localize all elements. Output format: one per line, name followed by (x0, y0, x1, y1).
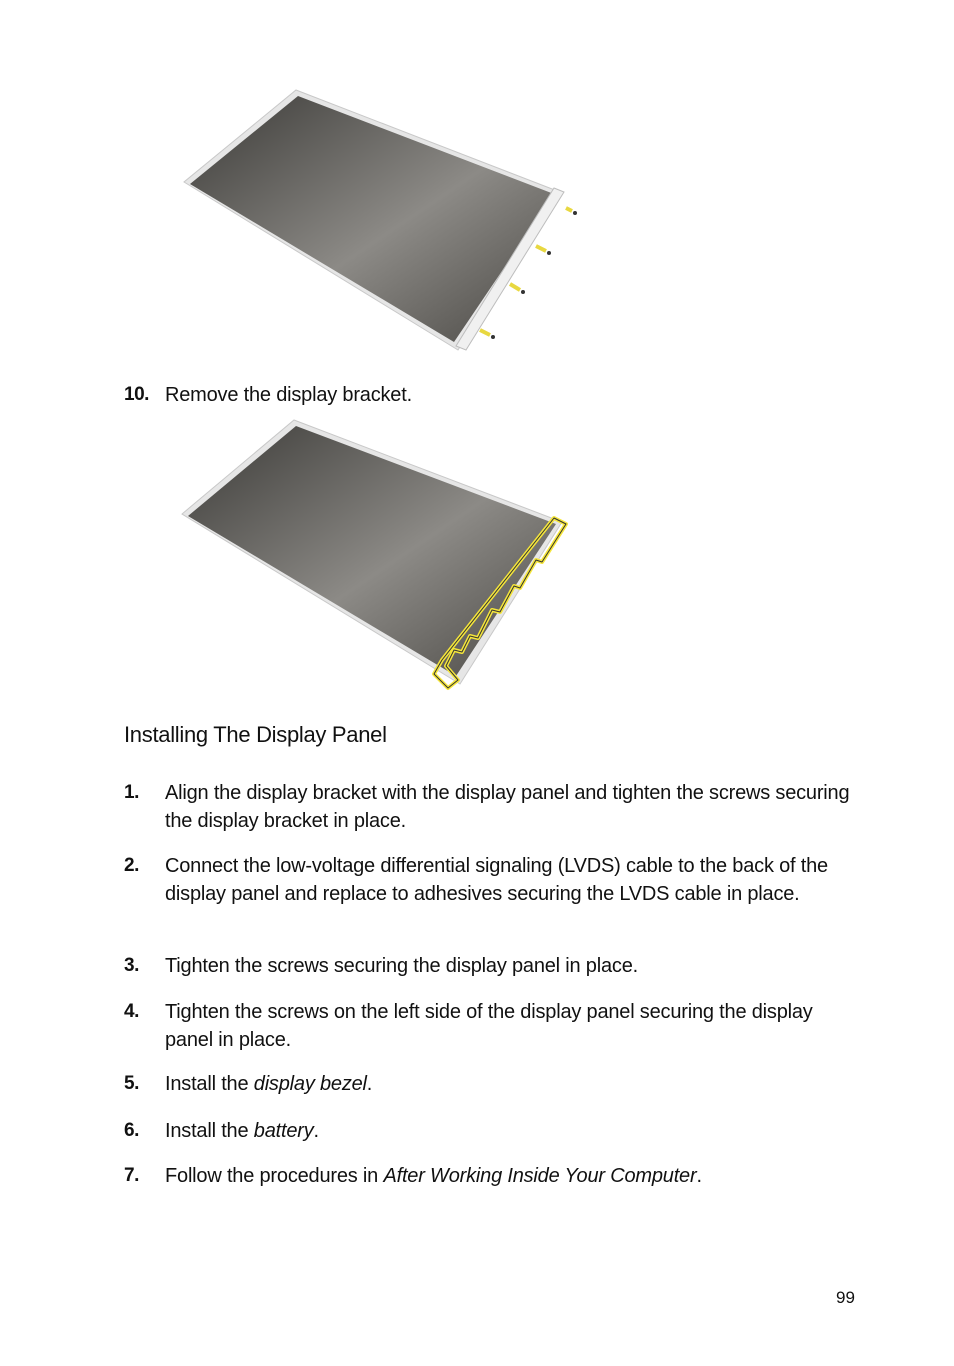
step-number: 3. (124, 955, 139, 976)
screw-icon (536, 246, 551, 255)
step-text-suffix: . (313, 1120, 319, 1142)
step-number: 6. (124, 1120, 139, 1141)
step-text (165, 1162, 865, 1190)
step-text-suffix: . (696, 1165, 702, 1187)
step-number: 4. (124, 1001, 139, 1022)
section-heading: Installing The Display Panel (124, 722, 387, 747)
step-text: Align the display bracket with the display panel and tighten the screws securing the display bracket in place. (165, 782, 850, 832)
step-text-prefix: Follow the procedures in (165, 1165, 384, 1187)
after-working-link[interactable]: After Working Inside Your Computer (383, 1165, 697, 1187)
battery-link[interactable]: battery (253, 1120, 314, 1142)
step-number: 10. (124, 384, 149, 405)
step-text (165, 1117, 865, 1145)
step-text-prefix: Install the (165, 1073, 254, 1095)
step-text: Remove the display bracket. (165, 384, 412, 406)
step-number: 1. (124, 782, 139, 803)
step-text: Connect the low-voltage differential signaling (LVDS) cable to the back of the display panel and replace to adhesives securing the LVDS cable in place. (165, 855, 828, 905)
step-text: Tighten the screws on the left side of the display panel securing the display panel in place. (165, 1001, 813, 1051)
step-text-suffix: . (366, 1073, 373, 1095)
display-bezel-link[interactable]: display bezel (253, 1073, 367, 1095)
step-text-prefix: Install the (165, 1120, 254, 1142)
step-text (165, 1070, 865, 1098)
screw-icon (566, 208, 577, 215)
step-number: 2. (124, 855, 139, 876)
step-text: Tighten the screws securing the display panel in place. (165, 955, 638, 977)
screw-icon (510, 284, 525, 294)
page-number: 99 (836, 1288, 855, 1307)
display-bracket-illustration (170, 412, 590, 697)
screw-icon (480, 330, 495, 339)
step-number: 7. (124, 1165, 139, 1186)
display-panel-screws-illustration (170, 82, 590, 362)
step-number: 5. (124, 1073, 139, 1094)
